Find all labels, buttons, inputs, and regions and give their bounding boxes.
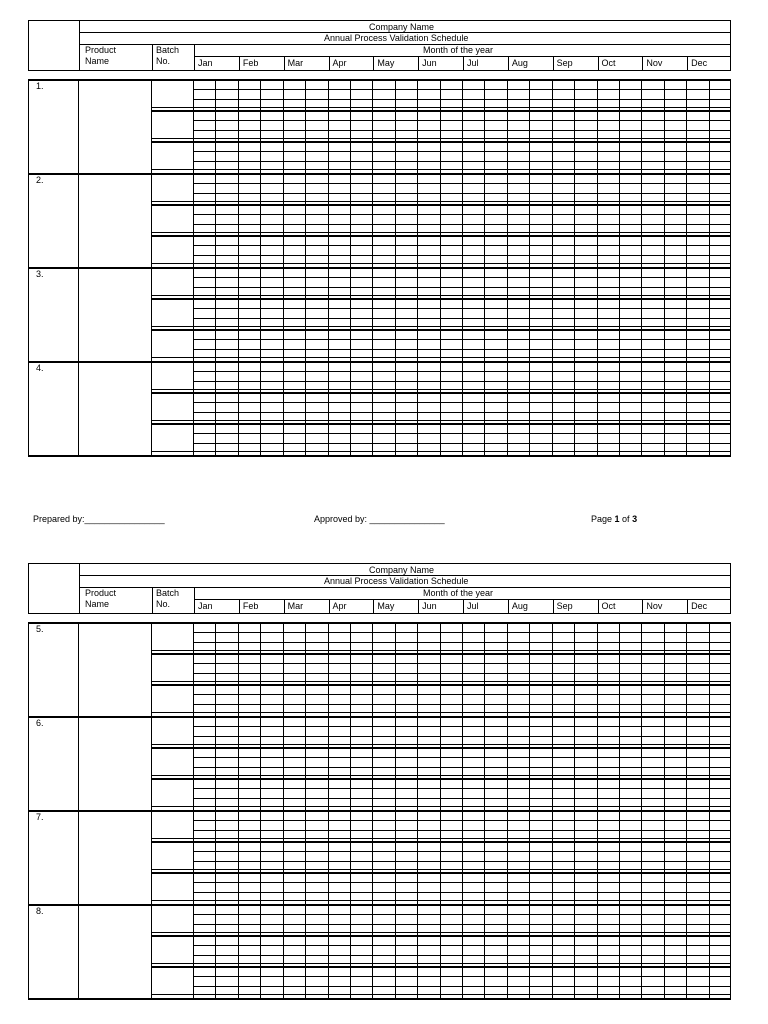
validation-item-block xyxy=(28,267,731,361)
product-label-2: Name xyxy=(85,599,110,609)
schedule-header xyxy=(28,563,731,614)
page-indicator xyxy=(591,514,637,524)
month-label-jan: Jan xyxy=(198,601,213,611)
month-label-jul: Jul xyxy=(467,58,479,68)
batch-label-2: No. xyxy=(156,599,171,609)
month-label-jun: Jun xyxy=(422,58,437,68)
validation-item-block xyxy=(28,622,731,716)
approved-by-field: Approved by: _______________ xyxy=(314,514,445,524)
item-number: 1. xyxy=(36,81,44,91)
month-label-may: May xyxy=(377,601,395,611)
validation-item-block xyxy=(28,173,731,267)
schedule-header xyxy=(28,20,731,71)
item-number: 5. xyxy=(36,624,44,634)
month-label-mar: Mar xyxy=(287,601,304,611)
month-label-may: May xyxy=(377,58,395,68)
page-prefix: Page xyxy=(591,514,615,524)
month-label-apr: Apr xyxy=(332,601,347,611)
validation-item-block xyxy=(28,810,731,904)
month-label-aug: Aug xyxy=(511,601,528,611)
item-number: 8. xyxy=(36,906,44,916)
month-label-feb: Feb xyxy=(242,601,259,611)
product-label: Product xyxy=(85,588,117,598)
month-label-oct: Oct xyxy=(601,601,616,611)
company-name: Company Name xyxy=(369,22,435,32)
batch-label-2: No. xyxy=(156,56,171,66)
months-title: Month of the year xyxy=(423,588,494,598)
batch-label: Batch xyxy=(156,588,180,598)
month-label-sep: Sep xyxy=(556,58,573,68)
validation-item-block xyxy=(28,904,731,998)
item-number: 3. xyxy=(36,269,44,279)
validation-item-block xyxy=(28,361,731,455)
item-number: 7. xyxy=(36,812,44,822)
product-label-2: Name xyxy=(85,56,110,66)
month-label-feb: Feb xyxy=(242,58,259,68)
schedule-sheet xyxy=(28,20,731,460)
company-name: Company Name xyxy=(369,565,435,575)
schedule-title: Annual Process Validation Schedule xyxy=(324,33,469,43)
month-label-nov: Nov xyxy=(646,58,663,68)
product-label: Product xyxy=(85,45,117,55)
validation-item-block xyxy=(28,79,731,173)
month-label-dec: Dec xyxy=(691,601,708,611)
month-label-sep: Sep xyxy=(556,601,573,611)
month-label-jun: Jun xyxy=(422,601,437,611)
batch-label: Batch xyxy=(156,45,180,55)
item-number: 4. xyxy=(36,363,44,373)
month-label-apr: Apr xyxy=(332,58,347,68)
schedule-sheet xyxy=(28,563,731,1003)
month-label-jul: Jul xyxy=(467,601,479,611)
prepared-by-field: Prepared by:________________ xyxy=(33,514,165,524)
month-label-aug: Aug xyxy=(511,58,528,68)
month-label-jan: Jan xyxy=(198,58,213,68)
schedule-title: Annual Process Validation Schedule xyxy=(324,576,469,586)
month-label-mar: Mar xyxy=(287,58,304,68)
month-label-dec: Dec xyxy=(691,58,708,68)
months-title: Month of the year xyxy=(423,45,494,55)
page-total: 3 xyxy=(632,514,638,524)
month-label-nov: Nov xyxy=(646,601,663,611)
month-label-oct: Oct xyxy=(601,58,616,68)
page-of: of xyxy=(619,514,633,524)
item-number: 2. xyxy=(36,175,44,185)
validation-item-block xyxy=(28,716,731,810)
page-number: 1 xyxy=(614,514,620,524)
item-number: 6. xyxy=(36,718,44,728)
